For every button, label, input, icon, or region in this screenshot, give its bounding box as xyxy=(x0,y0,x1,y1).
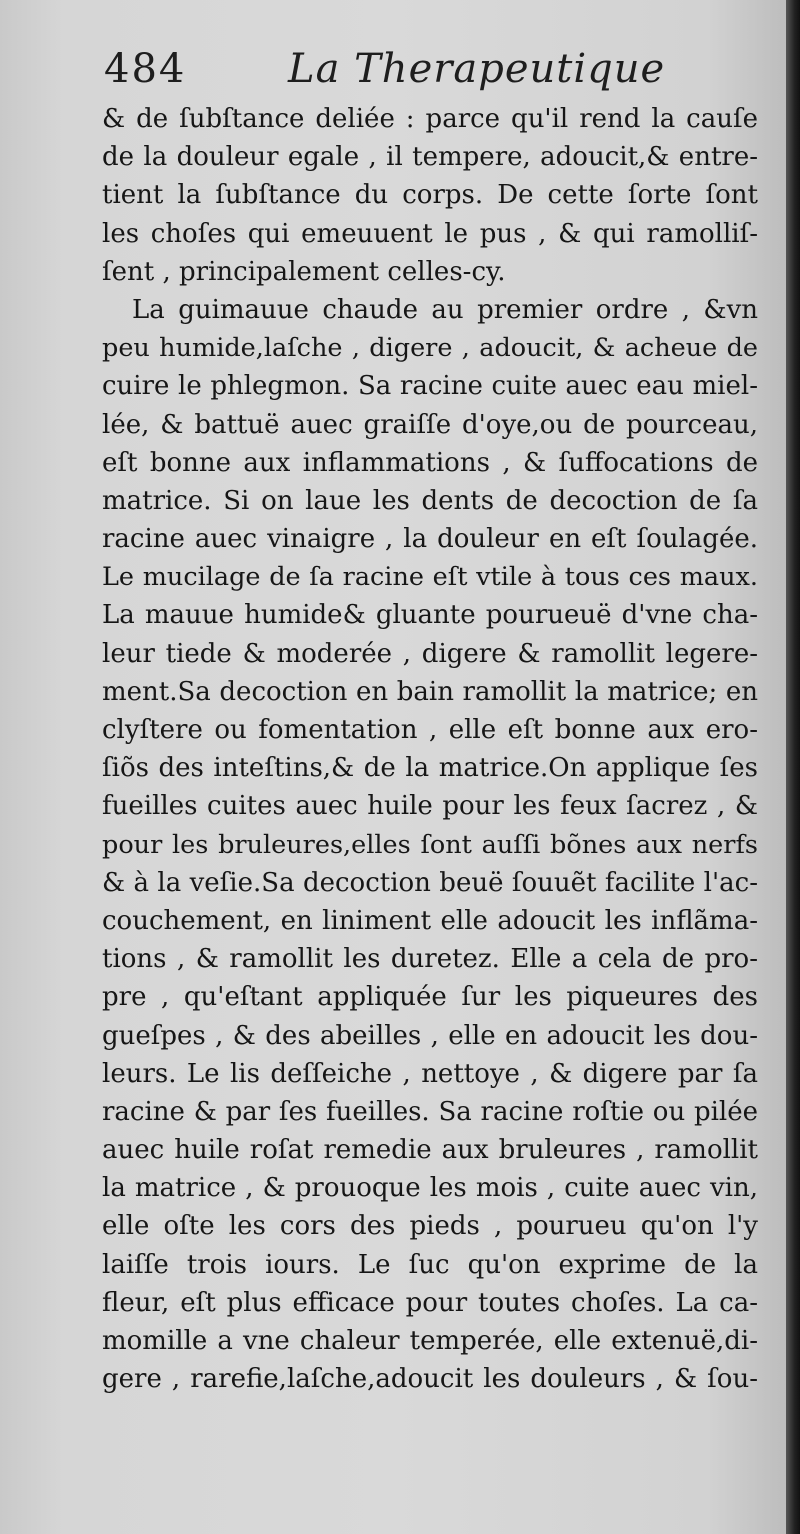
text-line: la matrice , & prouoque les mois , cuite auec vin, xyxy=(102,1173,758,1204)
text-line: racine & par ſes fueilles. Sa racine roſtie ou pilée xyxy=(102,1096,758,1127)
body-text xyxy=(102,100,758,1398)
running-title: La Therapeutique xyxy=(288,46,666,92)
text-line: peu humide,laſche , digere , adoucit, & acheue de xyxy=(102,333,758,364)
text-line: fleur, eſt plus efficace pour toutes choſes. La ca- xyxy=(102,1287,758,1318)
text-line: de la douleur egale , il tempere, adoucit,& entre- xyxy=(102,142,758,173)
text-line: Le mucilage de ſa racine eſt vtile à tous ces maux. xyxy=(102,562,758,593)
text-line: fueilles cuites auec huile pour les feux ſacrez , & xyxy=(102,791,758,822)
text-line: eſt bonne aux inflammations , & ſuffocations de xyxy=(102,447,758,478)
text-line: La mauue humide& gluante pourueuë d'vne cha- xyxy=(102,600,758,631)
text-line: auec huile roſat remedie aux bruleures , ramollit xyxy=(102,1135,758,1166)
text-line: leur tiede & moderée , digere & ramollit legere- xyxy=(102,638,758,669)
page-header xyxy=(104,44,744,94)
text-line: & à la veſie.Sa decoction beuë ſouuẽt facilite l'ac- xyxy=(102,867,758,898)
text-line: laiſſe trois iours. Le ſuc qu'on exprime de la xyxy=(102,1249,758,1280)
text-line: tient la ſubſtance du corps. De cette ſorte ſont xyxy=(102,180,758,211)
text-line: racine auec vinaigre , la douleur en eſt ſoulagée. xyxy=(102,524,758,555)
text-line: & de ſubſtance deliée : parce qu'il rend la cauſe xyxy=(102,104,758,134)
text-line: tions , & ramollit les duretez. Elle a cela de pro- xyxy=(102,944,758,975)
text-line: ment.Sa decoction en bain ramollit la matrice; en xyxy=(102,676,758,707)
text-line: pour les bruleures,elles ſont auſſi bõnes aux nerfs xyxy=(102,829,758,860)
text-line: La guimauue chaude au premier ordre , &vn xyxy=(132,294,758,325)
text-line: momille a vne chaleur temperée, elle extenuë,di- xyxy=(102,1326,758,1356)
text-line: lée, & battuë auec graiſſe d'oye,ou de pourceau, xyxy=(102,409,758,440)
text-line: gueſpes , & des abeilles , elle en adoucit les dou- xyxy=(102,1020,758,1051)
text-line: gere , rarefie,laſche,adoucit les douleurs , & ſou- xyxy=(102,1364,758,1395)
text-line: elle oſte les cors des pieds , pourueu qu'on l'y xyxy=(102,1211,758,1242)
text-line: pre , qu'eſtant appliquée ſur les piqueures des xyxy=(102,982,758,1013)
text-line: cuire le phlegmon. Sa racine cuite auec eau miel- xyxy=(102,371,758,402)
text-line: matrice. Si on laue les dents de decoction de ſa xyxy=(102,485,758,516)
text-line: couchement, en liniment elle adoucit les inflãma- xyxy=(102,905,758,936)
text-line: ſiõs des inteſtins,& de la matrice.On applique ſes xyxy=(102,753,758,784)
page-number: 484 xyxy=(104,46,187,92)
text-line: ſent , principalement celles-cy. xyxy=(102,256,506,287)
text-line: les choſes qui emeuuent le pus , & qui ramolliſ- xyxy=(102,218,758,249)
text-line: clyſtere ou fomentation , elle eſt bonne aux ero- xyxy=(102,715,758,745)
book-gutter xyxy=(786,0,800,1534)
text-line: leurs. Le lis deſſeiche , nettoye , & digere par ſa xyxy=(102,1058,758,1089)
